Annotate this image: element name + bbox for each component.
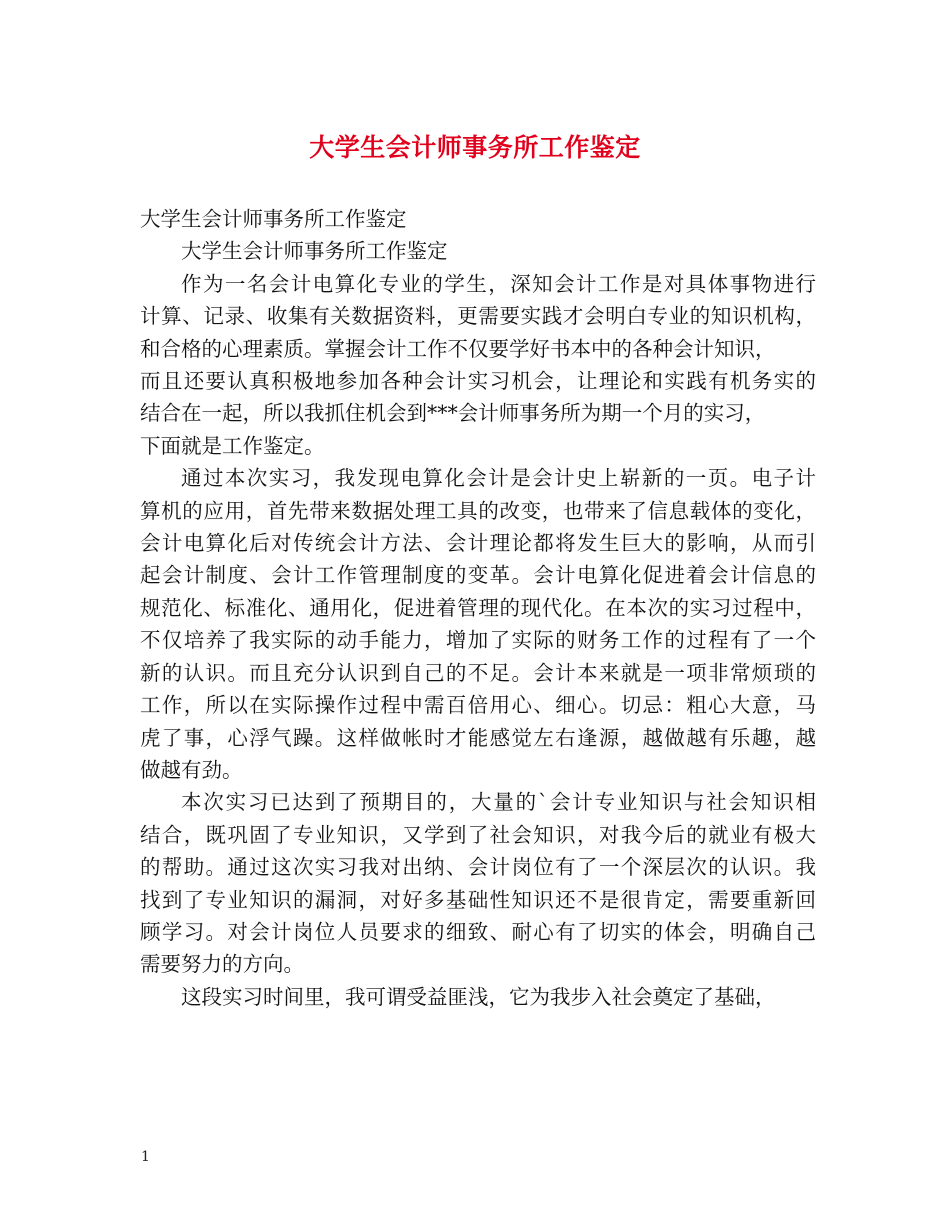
body-line: 通过本次实习，我发现电算化会计是会计史上崭新的一页。电子计 [181, 466, 816, 491]
body-line: 虎了事，心浮气躁。这样做帐时才能感觉左右逢源，越做越有乐趣，越 [140, 725, 816, 750]
body-line: 计算、记录、收集有关数据资料，更需要实践才会明白专业的知识机构， [140, 304, 816, 329]
body-line: 作为一名会计电算化专业的学生，深知会计工作是对具体事物进行 [181, 271, 816, 296]
document-body [140, 203, 816, 1013]
body-line: 会计电算化后对传统会计方法、会计理论都将发生巨大的影响，从而引 [140, 531, 816, 556]
body-line: 和合格的心理素质。掌握会计工作不仅要学好书本中的各种会计知识， [140, 336, 776, 361]
body-line: 算机的应用，首先带来数据处理工具的改变，也带来了信息载体的变化， [140, 498, 816, 523]
body-line: 需要努力的方向。 [140, 952, 304, 977]
body-line: 新的认识。而且充分认识到自己的不足。会计本来就是一项非常烦琐的 [140, 660, 816, 685]
body-line: 规范化、标准化、通用化，促进着管理的现代化。在本次的实习过程中， [140, 595, 816, 620]
body-line: 工作，所以在实际操作过程中需百倍用心、细心。切忌：粗心大意，马 [140, 693, 816, 718]
body-line: 顾学习。对会计岗位人员要求的细致、耐心有了切实的体会，明确自己 [140, 919, 816, 944]
body-line: 下面就是工作鉴定。 [140, 433, 325, 458]
body-line: 这段实习时间里，我可谓受益匪浅，它为我步入社会奠定了基础， [181, 984, 776, 1009]
body-line: 不仅培养了我实际的动手能力，增加了实际的财务工作的过程有了一个 [140, 628, 816, 653]
body-line: 结合在一起，所以我抓住机会到***会计师事务所为期一个月的实习， [140, 401, 766, 426]
body-line: 做越有劲。 [140, 757, 243, 782]
page-number: 1 [141, 1149, 150, 1165]
body-line: 而且还要认真积极地参加各种会计实习机会，让理论和实践有机务实的 [140, 369, 816, 394]
body-line: 本次实习已达到了预期目的，大量的`会计专业知识与社会知识相 [181, 790, 816, 815]
body-line: 找到了专业知识的漏洞，对好多基础性知识还不是很肯定，需要重新回 [140, 887, 816, 912]
document-title: 大学生会计师事务所工作鉴定 [309, 133, 641, 162]
body-line: 结合，既巩固了专业知识，又学到了社会知识，对我今后的就业有极大 [140, 822, 816, 847]
body-line: 的帮助。通过这次实习我对出纳、会计岗位有了一个深层次的认识。我 [140, 855, 816, 880]
body-line: 大学生会计师事务所工作鉴定 [140, 207, 407, 231]
body-line: 起会计制度、会计工作管理制度的变革。会计电算化促进着会计信息的 [140, 563, 816, 588]
body-line: 大学生会计师事务所工作鉴定 [181, 239, 448, 264]
